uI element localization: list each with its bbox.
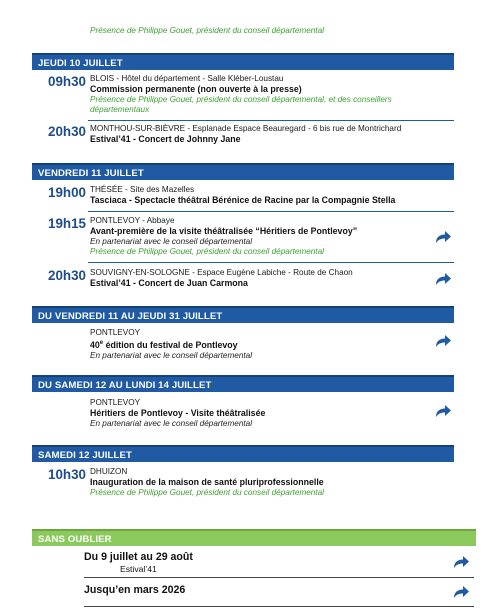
share-arrow-icon[interactable] <box>434 334 452 348</box>
day-header-vendredi-11-jeudi-31: DU VENDREDI 11 AU JEUDI 31 JUILLET <box>32 306 454 323</box>
event-title: Estival’41 - Concert de Johnny Jane <box>90 134 241 144</box>
share-arrow-icon[interactable] <box>434 272 452 286</box>
day-header-samedi-12-lundi-14: DU SAMEDI 12 AU LUNDI 14 JUILLET <box>32 375 454 392</box>
divider <box>88 262 454 263</box>
event-presence-note: Présence de Philippe Gouet, président du conseil départemental, et des conseillers <box>90 95 392 104</box>
divider <box>88 211 454 212</box>
event-place: PONTLEVOY <box>90 398 141 407</box>
day-header-sans-oublier: SANS OUBLIER <box>32 529 476 546</box>
event-place: BLOIS - Hôtel du département - Salle Kléber-Loustau <box>90 74 284 83</box>
event-place: MONTHOU-SUR-BIÈVRE - Esplanade Espace Beauregard - 6 bis rue de Montrichard <box>90 124 402 133</box>
event-place: DHUIZON <box>90 467 128 476</box>
event-partner-note: En partenariat avec le conseil départemental <box>90 237 253 246</box>
event-presence-note: Présence de Philippe Gouet, président du conseil départemental <box>90 247 324 256</box>
day-header-jeudi-10: JEUDI 10 JUILLET <box>32 53 454 70</box>
event-title: Héritiers de Pontlevoy - Visite théâtralisée <box>90 408 266 418</box>
event-time: 20h30 <box>48 124 86 139</box>
divider <box>84 606 474 607</box>
reminder-date-range: Du 9 juillet au 29 août <box>84 551 193 563</box>
event-presence-note: Présence de Philippe Gouet, président du conseil départemental <box>90 488 324 497</box>
event-partner-note: En partenariat avec le conseil départemental <box>90 419 253 428</box>
share-arrow-icon[interactable] <box>452 555 470 569</box>
event-title: Avant-première de la visite théâtralisée “Héritiers de Pontlevoy” <box>90 226 358 236</box>
reminder-event-name: Estival’41 <box>120 564 157 574</box>
event-title: Inauguration de la maison de santé pluriprofessionnelle <box>90 477 324 487</box>
event-place: PONTLEVOY - Abbaye <box>90 216 175 225</box>
event-place: PONTLEVOY <box>90 328 141 337</box>
divider <box>88 120 454 121</box>
event-time: 10h30 <box>48 467 86 482</box>
share-arrow-icon[interactable] <box>452 585 470 599</box>
day-header-vendredi-11: VENDREDI 11 JUILLET <box>32 163 454 180</box>
intro-presence-note: Présence de Philippe Gouet, président du conseil départemental <box>90 26 324 35</box>
event-time: 19h00 <box>48 185 86 200</box>
event-presence-note-cont: départementaux <box>90 105 150 114</box>
share-arrow-icon[interactable] <box>434 230 452 244</box>
event-time: 20h30 <box>48 268 86 283</box>
event-place: SOUVIGNY-EN-SOLOGNE - Espace Eugène Labiche - Route de Chaon <box>90 268 353 277</box>
event-title: Tasciaca - Spectacle théâtral Bérénice de Racine par la Compagnie Stella <box>90 195 396 205</box>
event-time: 09h30 <box>48 74 86 89</box>
divider <box>84 577 474 578</box>
event-time: 19h15 <box>48 216 86 231</box>
share-arrow-icon[interactable] <box>434 404 452 418</box>
event-partner-note: En partenariat avec le conseil départemental <box>90 350 253 360</box>
event-title: Estival’41 - Concert de Juan Carmona <box>90 278 248 288</box>
event-place: THÉSÉE - Site des Mazelles <box>90 185 195 194</box>
event-title: Commission permanente (non ouverte à la presse) <box>90 84 302 94</box>
event-title: 40e édition du festival de Pontlevoy <box>90 339 238 350</box>
day-header-samedi-12: SAMEDI 12 JUILLET <box>32 445 454 462</box>
reminder-date-range: Jusqu’en mars 2026 <box>84 584 186 596</box>
